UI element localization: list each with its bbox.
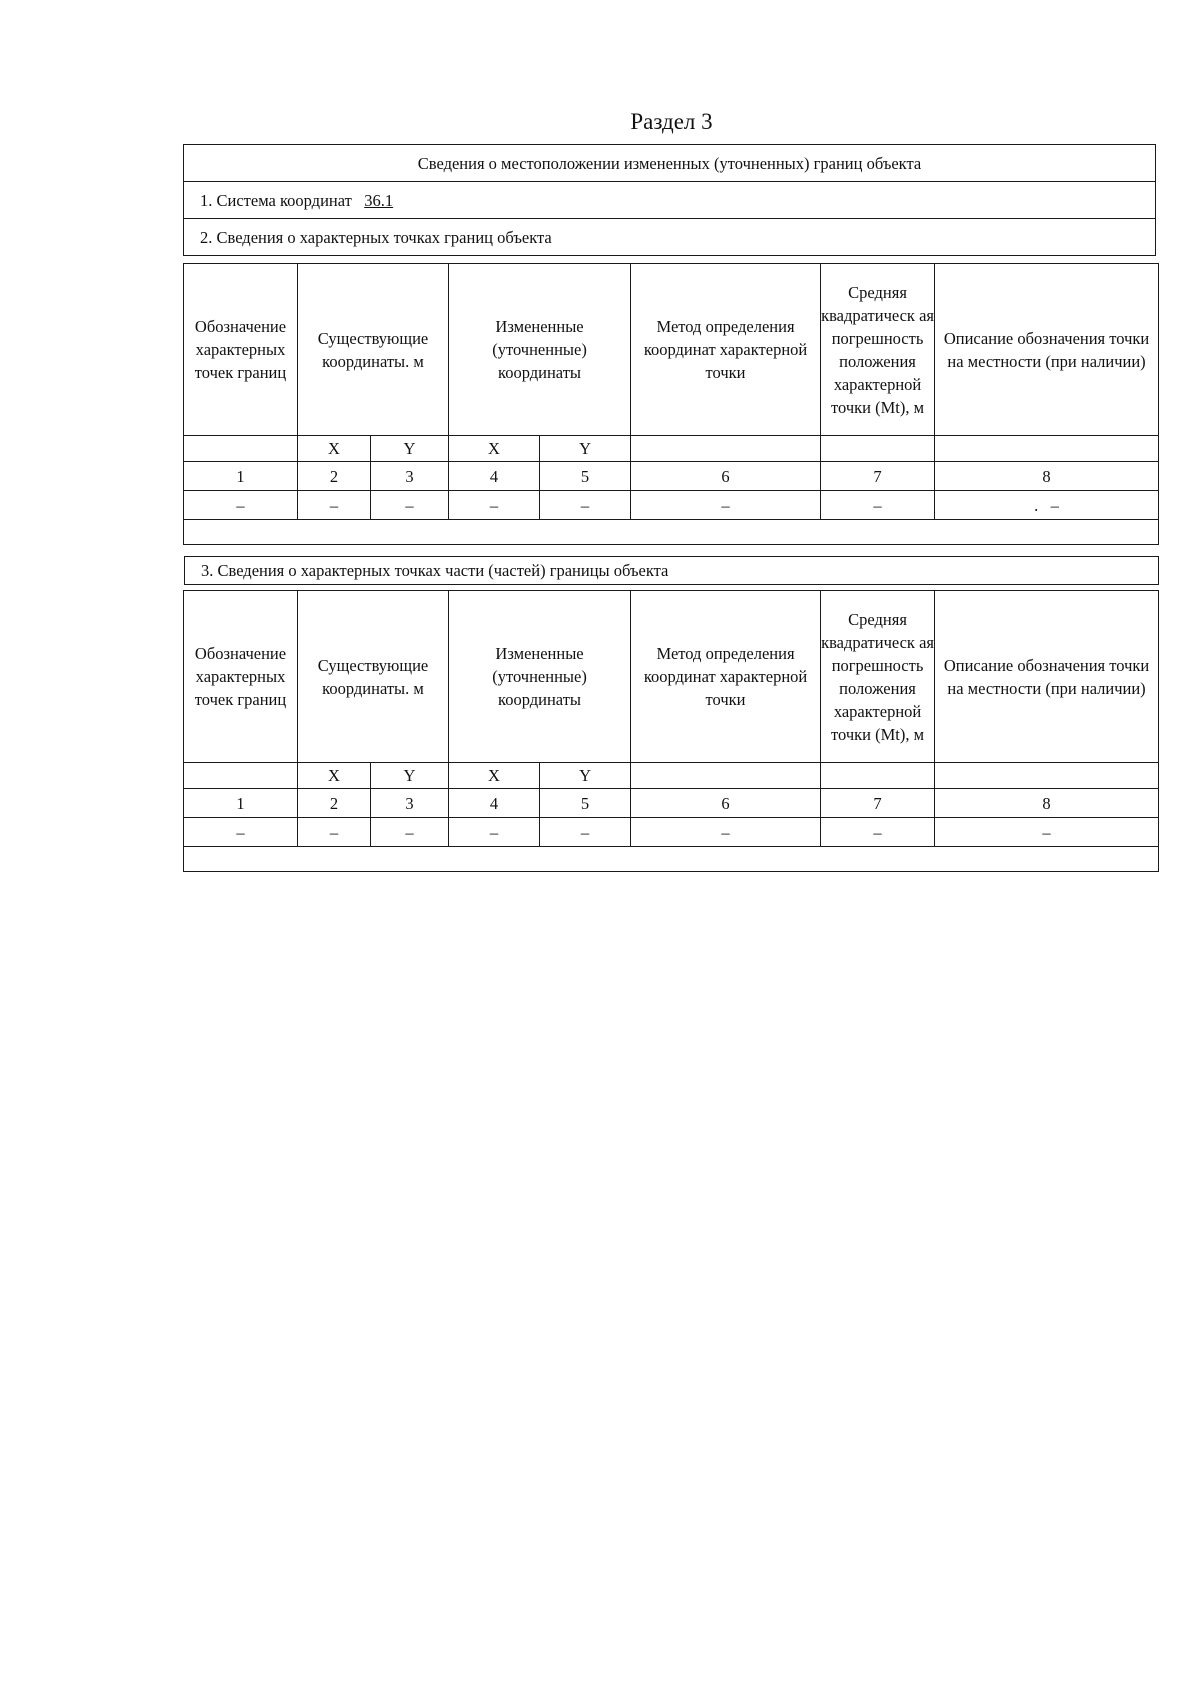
header-existing-coords: Существующие координаты. м bbox=[298, 264, 449, 436]
column-number-row bbox=[184, 789, 1159, 818]
header-changed-coords: Измененные (уточненные) координаты bbox=[449, 591, 631, 763]
xy-cell: Y bbox=[371, 763, 449, 789]
xy-cell bbox=[631, 436, 821, 462]
xy-cell: X bbox=[449, 436, 540, 462]
table-row bbox=[184, 818, 1159, 847]
table-cell: – bbox=[371, 818, 449, 847]
header-existing-coords: Существующие координаты. м bbox=[298, 591, 449, 763]
section3-table bbox=[184, 556, 1159, 585]
column-number: 2 bbox=[298, 789, 371, 818]
column-number: 1 bbox=[184, 462, 298, 491]
xy-row bbox=[184, 436, 1159, 462]
header-method: Метод определения координат характерной точки bbox=[631, 264, 821, 436]
header-description: Описание обозначения точки на местности (при наличии) bbox=[935, 591, 1159, 763]
header-description: Описание обозначения точки на местности (при наличии) bbox=[935, 264, 1159, 436]
column-number: 8 bbox=[935, 462, 1159, 491]
table-cell: – bbox=[631, 818, 821, 847]
column-number: 1 bbox=[184, 789, 298, 818]
xy-cell bbox=[935, 436, 1159, 462]
coord-system-row bbox=[184, 182, 1156, 219]
xy-cell bbox=[631, 763, 821, 789]
table-cell: – bbox=[184, 491, 298, 520]
xy-cell: Y bbox=[540, 436, 631, 462]
header-point-designation: Обозначение характерных точек границ bbox=[184, 591, 298, 763]
column-number: 8 bbox=[935, 789, 1159, 818]
xy-cell bbox=[935, 763, 1159, 789]
header-row bbox=[184, 591, 1159, 763]
xy-cell: Y bbox=[540, 763, 631, 789]
header-method: Метод определения координат характерной точки bbox=[631, 591, 821, 763]
column-number: 5 bbox=[540, 789, 631, 818]
xy-cell: X bbox=[298, 436, 371, 462]
table-cell: – bbox=[298, 818, 371, 847]
table-cell: – bbox=[935, 818, 1159, 847]
table-cell: – bbox=[298, 491, 371, 520]
section3-heading-row bbox=[185, 557, 1159, 585]
part-points-table bbox=[183, 590, 1159, 872]
points-heading: 2. Сведения о характерных точках границ объекта bbox=[184, 219, 1156, 256]
column-number: 6 bbox=[631, 789, 821, 818]
xy-cell bbox=[821, 436, 935, 462]
coord-system-cell bbox=[184, 182, 1156, 219]
info-heading-row bbox=[184, 145, 1156, 182]
table-cell: – bbox=[184, 818, 298, 847]
column-number: 4 bbox=[449, 462, 540, 491]
points-heading-row bbox=[184, 219, 1156, 256]
table-cell: – bbox=[631, 491, 821, 520]
boundary-points-table bbox=[183, 263, 1159, 545]
xy-row bbox=[184, 763, 1159, 789]
table-cell: – bbox=[821, 491, 935, 520]
coord-system-label: 1. Система координат bbox=[200, 190, 352, 210]
header-changed-coords: Измененные (уточненные) координаты bbox=[449, 264, 631, 436]
xy-cell: Y bbox=[371, 436, 449, 462]
xy-cell bbox=[184, 763, 298, 789]
table-cell: . – bbox=[935, 491, 1159, 520]
xy-cell: X bbox=[298, 763, 371, 789]
column-number: 3 bbox=[371, 462, 449, 491]
table-cell: – bbox=[371, 491, 449, 520]
section3-heading: 3. Сведения о характерных точках части (частей) границы объекта bbox=[185, 557, 1159, 585]
empty-row bbox=[184, 520, 1159, 545]
empty-cell bbox=[184, 847, 1159, 872]
table-cell: – bbox=[540, 491, 631, 520]
table-row bbox=[184, 491, 1159, 520]
table-cell: – bbox=[449, 818, 540, 847]
column-number-row bbox=[184, 462, 1159, 491]
empty-row bbox=[184, 847, 1159, 872]
page-title: Раздел 3 bbox=[630, 109, 713, 134]
header-rms-error: Средняя квадратическ ая погрешность положения характерной точки (Mt), м bbox=[821, 591, 935, 763]
table-cell: – bbox=[449, 491, 540, 520]
header-rms-error: Средняя квадратическ ая погрешность положения характерной точки (Mt), м bbox=[821, 264, 935, 436]
table-cell: – bbox=[540, 818, 631, 847]
column-number: 7 bbox=[821, 462, 935, 491]
xy-cell bbox=[821, 763, 935, 789]
column-number: 2 bbox=[298, 462, 371, 491]
table-cell: – bbox=[821, 818, 935, 847]
xy-cell: X bbox=[449, 763, 540, 789]
empty-cell bbox=[184, 520, 1159, 545]
coord-system-value: 36.1 bbox=[364, 190, 394, 210]
column-number: 5 bbox=[540, 462, 631, 491]
column-number: 7 bbox=[821, 789, 935, 818]
column-number: 3 bbox=[371, 789, 449, 818]
info-heading: Сведения о местоположении измененных (уточненных) границ объекта bbox=[184, 145, 1156, 182]
xy-cell bbox=[184, 436, 298, 462]
header-point-designation: Обозначение характерных точек границ bbox=[184, 264, 298, 436]
column-number: 6 bbox=[631, 462, 821, 491]
info-table bbox=[183, 144, 1156, 256]
column-number: 4 bbox=[449, 789, 540, 818]
header-row bbox=[184, 264, 1159, 436]
